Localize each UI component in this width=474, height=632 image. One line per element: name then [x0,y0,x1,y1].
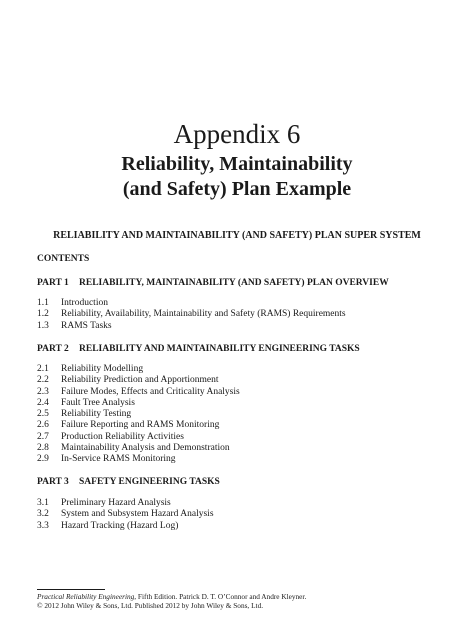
item-text: Production Reliability Activities [61,431,184,442]
part-1-list [37,298,346,332]
part-title: RELIABILITY, MAINTAINABILITY (AND SAFETY) PLAN OVERVIEW [79,278,389,288]
footnote-edition-authors: , Fifth Edition. Patrick D. T. O’Connor and Andre Kleyner. [134,592,307,601]
chapter-title-line-2: (and Safety) Plan Example [122,178,352,200]
part-3-list [37,498,214,532]
list-item [37,521,214,532]
book-title: Practical Reliability Engineering [37,592,135,601]
plan-heading: RELIABILITY AND MAINTAINABILITY (AND SAFETY) PLAN SUPER SYSTEM [53,230,421,241]
part-2-list [37,364,240,466]
item-text: Introduction [61,298,108,308]
footnote-rule [37,589,105,590]
item-number: 3.1 [37,498,49,508]
part-title: RELIABILITY AND MAINTAINABILITY ENGINEERING TASKS [79,344,360,354]
item-number: 3.2 [37,509,49,520]
list-item [37,454,240,465]
item-number: 2.3 [37,386,49,397]
list-item [37,420,240,431]
item-text: Failure Modes, Effects and Criticality Analysis [61,386,240,397]
item-text: Hazard Tracking (Hazard Log) [61,520,179,531]
item-text: Reliability Prediction and Apportionment [61,375,219,386]
list-item [37,398,240,409]
list-item [37,387,240,398]
part-1-heading [37,277,389,289]
item-number: 1.1 [37,298,49,308]
item-number: 1.3 [37,320,49,331]
list-item [37,364,240,375]
footnote-line-1 [37,592,306,601]
chapter-title [0,152,474,202]
item-text: Fault Tree Analysis [61,397,135,408]
appendix-title: Appendix 6 [173,119,301,149]
item-text: Preliminary Hazard Analysis [61,498,171,508]
list-item [37,509,214,520]
list-item [37,375,240,386]
list-item [37,443,240,454]
item-number: 2.2 [37,375,49,386]
item-text: Failure Reporting and RAMS Monitoring [61,420,220,431]
footnote-copyright: © 2012 John Wiley & Sons, Ltd. Published 2012 by John Wiley & Sons, Ltd. [37,601,264,610]
part-number: PART 2 [37,344,69,354]
part-3-heading [37,476,220,488]
item-text: Reliability, Availability, Maintainability and Safety (RAMS) Requirements [61,309,346,320]
part-number: PART 1 [37,278,69,288]
part-number: PART 3 [37,477,69,487]
item-number: 2.8 [37,443,49,454]
item-number: 2.1 [37,364,49,374]
item-number: 2.6 [37,420,49,431]
item-number: 2.7 [37,431,49,442]
item-text: Reliability Testing [61,409,132,420]
list-item [37,498,214,509]
item-text: In-Service RAMS Monitoring [61,454,176,465]
contents-label: CONTENTS [37,254,90,264]
part-title: SAFETY ENGINEERING TASKS [79,477,220,487]
list-item [37,298,346,309]
list-item [37,409,240,420]
item-number: 2.4 [37,397,49,408]
part-2-heading [37,343,360,355]
item-text: Reliability Modelling [61,364,144,374]
item-text: RAMS Tasks [61,320,112,331]
list-item [37,432,240,443]
item-number: 1.2 [37,309,49,320]
list-item [37,309,346,320]
item-text: Maintainability Analysis and Demonstration [61,443,230,454]
item-number: 3.3 [37,520,49,531]
item-number: 2.9 [37,454,49,465]
item-text: System and Subsystem Hazard Analysis [61,509,214,520]
item-number: 2.5 [37,409,49,420]
chapter-title-line-1: Reliability, Maintainability [121,153,353,175]
list-item [37,321,346,332]
